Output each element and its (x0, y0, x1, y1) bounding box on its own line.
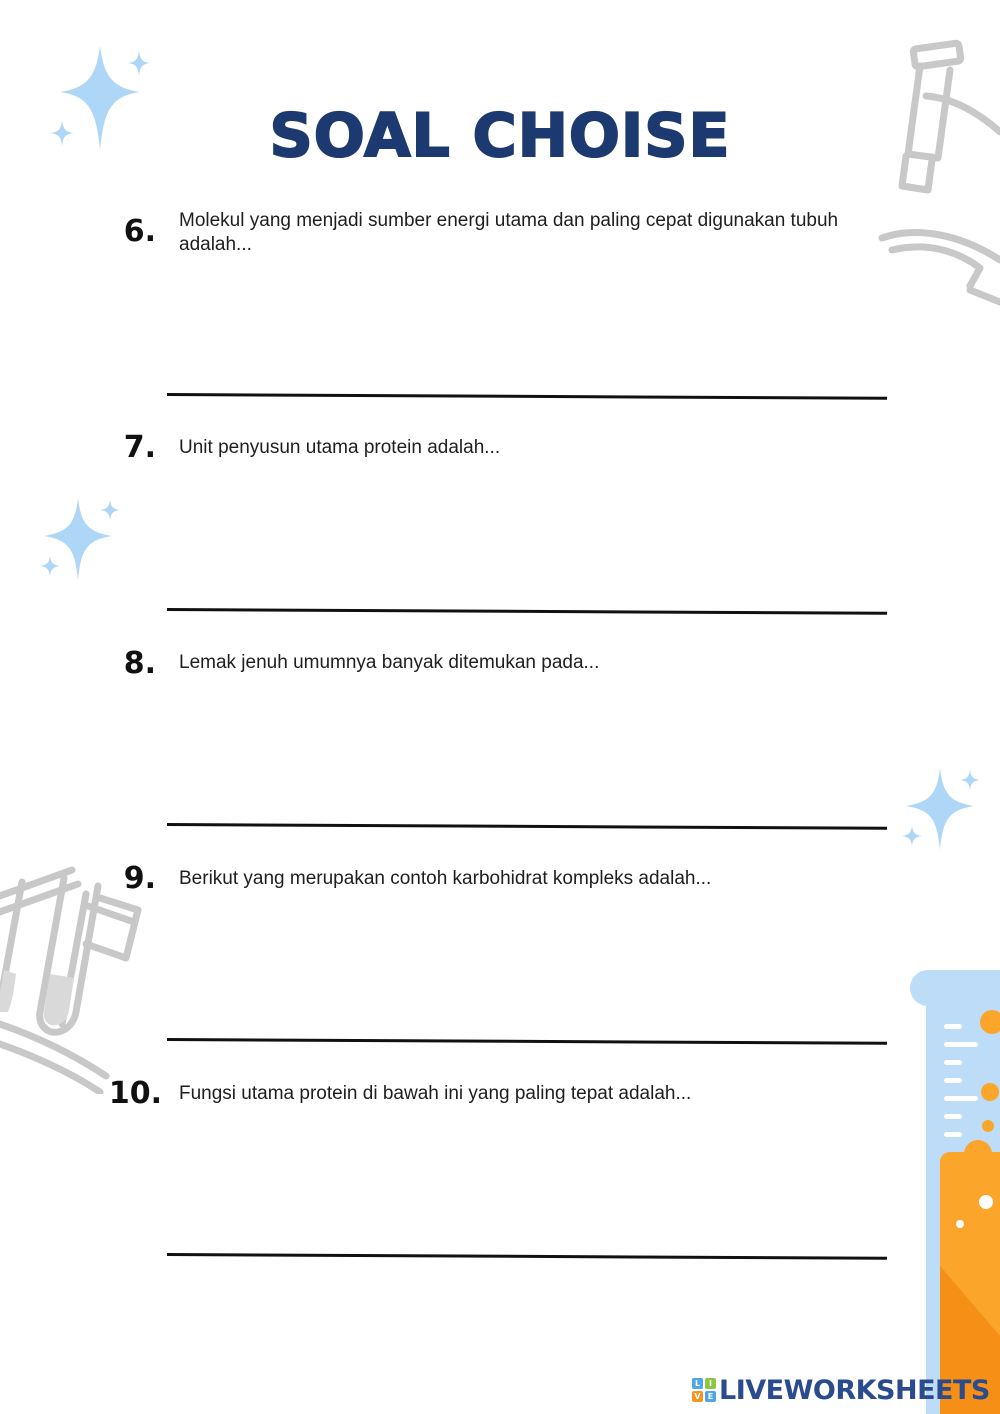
sparkle-icon (36, 494, 126, 586)
question-text: Unit penyusun utama protein adalah... (179, 437, 501, 458)
question-text: Fungsi utama protein di bawah ini yang paling tepat adalah... (179, 1083, 692, 1104)
brand-mark-letter: L (692, 1378, 703, 1389)
brand-mark-letter: I (705, 1378, 716, 1389)
brand-mark-letter: V (692, 1391, 703, 1402)
question-number: 9. (123, 861, 156, 896)
question-number: 8. (123, 646, 156, 681)
liveworksheets-mark-icon (692, 1378, 716, 1402)
answer-line[interactable] (167, 608, 887, 615)
answer-line[interactable] (167, 393, 887, 400)
question-text: Lemak jenuh umumnya banyak ditemukan pada... (179, 652, 600, 673)
question-number: 10. (108, 1076, 162, 1111)
question-number: 7. (123, 430, 156, 465)
question-text: Molekul yang menjadi sumber energi utama dan paling cepat digunakan tubuh adalah... (179, 210, 839, 255)
sparkle-icon (896, 764, 986, 858)
answer-line[interactable] (167, 823, 887, 830)
liveworksheets-logo[interactable] (692, 1372, 990, 1408)
question-number: 6. (123, 214, 156, 249)
answer-line[interactable] (167, 1253, 887, 1260)
question-text: Berikut yang merupakan contoh karbohidrat kompleks adalah... (179, 868, 712, 889)
graduated-cylinder-icon (906, 966, 1000, 1414)
page-title: SOAL CHOISE (269, 101, 731, 171)
brand-name: LIVEWORKSHEETS (719, 1374, 990, 1406)
brand-mark-letter: E (705, 1391, 716, 1402)
answer-line[interactable] (167, 1038, 887, 1045)
microscope-icon (876, 36, 1000, 312)
